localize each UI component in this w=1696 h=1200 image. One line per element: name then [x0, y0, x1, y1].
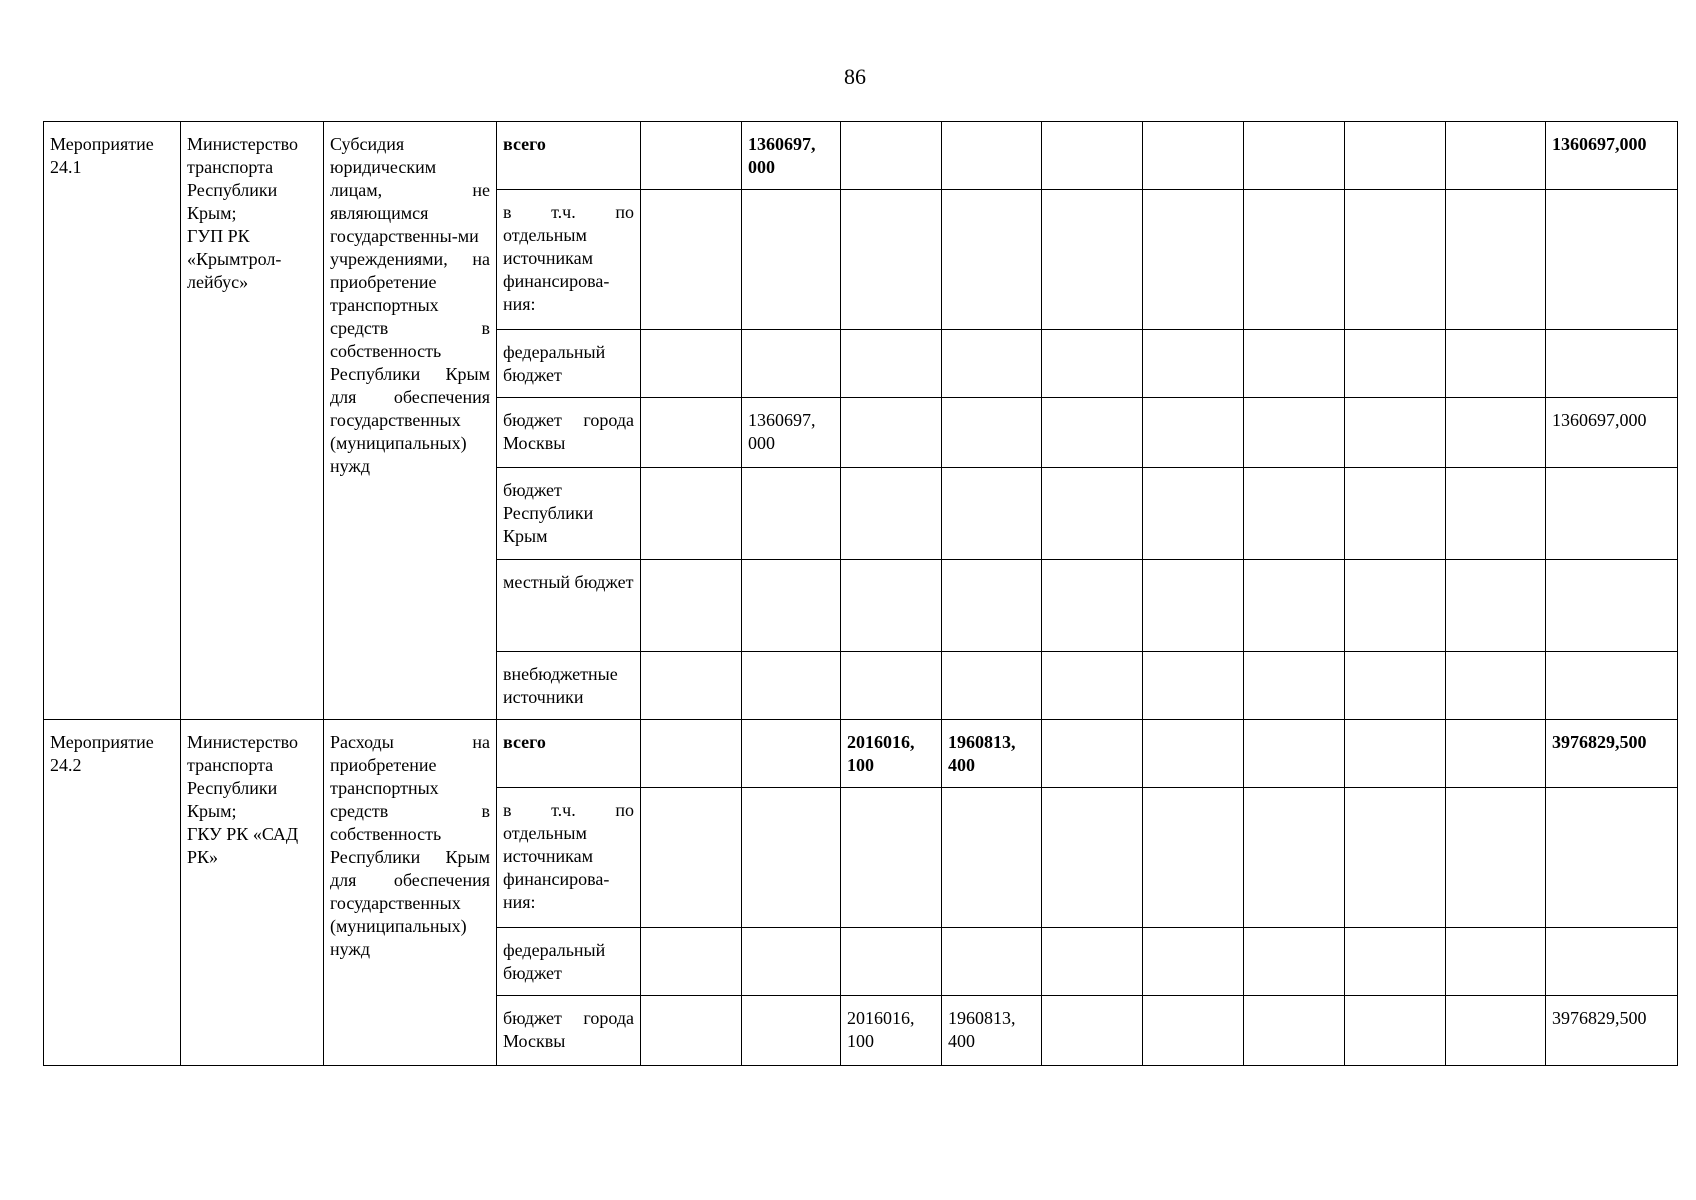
funding-source-cell — [497, 560, 641, 652]
value-cell — [841, 720, 942, 788]
value-cell — [1244, 122, 1345, 190]
value-cell — [1143, 560, 1244, 652]
funding-source-text: бюджет Республики Крым — [503, 480, 594, 546]
value-cell — [841, 996, 942, 1066]
value-cell — [1446, 720, 1546, 788]
value-text: 2016016, 100 — [847, 732, 915, 775]
value-cell — [1446, 190, 1546, 330]
value-cell — [1345, 560, 1446, 652]
value-cell — [641, 788, 742, 928]
value-cell — [742, 788, 841, 928]
value-cell — [742, 996, 841, 1066]
value-cell — [1042, 122, 1143, 190]
value-cell — [1446, 996, 1546, 1066]
value-cell — [1143, 122, 1244, 190]
value-cell — [1345, 398, 1446, 468]
total-value-cell — [1546, 122, 1678, 190]
value-cell — [942, 468, 1042, 560]
value-cell — [1345, 330, 1446, 398]
value-cell — [841, 788, 942, 928]
value-cell — [841, 928, 942, 996]
value-cell — [1446, 330, 1546, 398]
value-cell — [1143, 190, 1244, 330]
funding-source-text: бюджет города Москвы — [503, 410, 634, 453]
value-cell — [841, 560, 942, 652]
value-cell — [1143, 652, 1244, 720]
value-cell — [641, 652, 742, 720]
value-cell — [1042, 652, 1143, 720]
value-text: 1960813, 400 — [948, 732, 1016, 775]
funding-source-cell — [497, 398, 641, 468]
value-cell — [1446, 398, 1546, 468]
value-cell — [1446, 928, 1546, 996]
description-cell-text: Расходы на приобретение транспортных средств в собственность Республики Крым для обеспечения государственных (муниципальных) нужд — [330, 732, 490, 959]
value-cell — [841, 122, 942, 190]
total-value-cell — [1546, 560, 1678, 652]
total-value-cell — [1546, 928, 1678, 996]
value-cell — [1244, 788, 1345, 928]
total-value-cell — [1546, 398, 1678, 468]
value-cell — [1143, 720, 1244, 788]
executor-cell-text: Министерство транспорта Республики Крым; ГУП РК «Крымтрол- лейбус» — [187, 134, 298, 292]
value-cell — [742, 928, 841, 996]
measure-cell-text: Мероприятие 24.1 — [50, 134, 154, 177]
executor-cell — [181, 122, 324, 720]
value-cell — [742, 330, 841, 398]
value-cell — [641, 720, 742, 788]
funding-source-text: бюджет города Москвы — [503, 1008, 634, 1051]
table-row — [44, 122, 1678, 190]
value-cell — [1244, 398, 1345, 468]
funding-source-text: внебюджетные источники — [503, 664, 618, 707]
value-cell — [1042, 560, 1143, 652]
value-text: 1360697, 000 — [748, 410, 816, 453]
value-cell — [641, 190, 742, 330]
value-cell — [1244, 652, 1345, 720]
value-cell — [641, 330, 742, 398]
value-cell — [1446, 122, 1546, 190]
value-cell — [841, 468, 942, 560]
value-cell — [1446, 468, 1546, 560]
value-cell — [742, 468, 841, 560]
funding-source-text: в т.ч. по отдельным источникам финансирова-ния: — [503, 202, 634, 314]
funding-source-cell — [497, 788, 641, 928]
value-cell — [1446, 652, 1546, 720]
value-cell — [841, 652, 942, 720]
budget-table — [43, 121, 1678, 1066]
value-cell — [641, 996, 742, 1066]
value-cell — [641, 468, 742, 560]
value-cell — [1042, 468, 1143, 560]
value-cell — [1042, 788, 1143, 928]
value-cell — [1042, 190, 1143, 330]
value-cell — [1446, 560, 1546, 652]
value-cell — [1042, 398, 1143, 468]
value-cell — [942, 996, 1042, 1066]
value-cell — [1143, 398, 1244, 468]
value-cell — [1345, 788, 1446, 928]
executor-cell-text: Министерство транспорта Республики Крым; ГКУ РК «САД РК» — [187, 732, 299, 867]
total-value-cell — [1546, 996, 1678, 1066]
funding-source-cell — [497, 652, 641, 720]
value-text: 1360697, 000 — [748, 134, 816, 177]
value-cell — [942, 398, 1042, 468]
table-row — [44, 720, 1678, 788]
value-cell — [1244, 720, 1345, 788]
total-value-cell — [1546, 190, 1678, 330]
measure-cell-text: Мероприятие 24.2 — [50, 732, 154, 775]
funding-source-text: федеральный бюджет — [503, 342, 606, 385]
funding-source-cell — [497, 720, 641, 788]
funding-source-cell — [497, 996, 641, 1066]
value-cell — [641, 398, 742, 468]
value-text: 1960813, 400 — [948, 1008, 1016, 1051]
total-value-cell — [1546, 468, 1678, 560]
value-cell — [1244, 190, 1345, 330]
value-cell — [1143, 996, 1244, 1066]
total-value-cell — [1546, 720, 1678, 788]
measure-cell — [44, 122, 181, 720]
funding-source-text: всего — [503, 134, 546, 154]
total-value-cell — [1546, 788, 1678, 928]
value-cell — [742, 560, 841, 652]
description-cell — [324, 122, 497, 720]
value-cell — [641, 928, 742, 996]
value-cell — [1345, 928, 1446, 996]
value-cell — [742, 720, 841, 788]
value-cell — [841, 190, 942, 330]
funding-source-cell — [497, 468, 641, 560]
value-cell — [841, 330, 942, 398]
value-cell — [1244, 560, 1345, 652]
value-cell — [1345, 720, 1446, 788]
value-cell — [1143, 468, 1244, 560]
value-cell — [1143, 330, 1244, 398]
value-cell — [641, 122, 742, 190]
value-cell — [1042, 330, 1143, 398]
value-cell — [1042, 928, 1143, 996]
page-number: 86 — [844, 64, 866, 89]
funding-source-text: местный бюджет — [503, 572, 634, 592]
value-text: 3976829,500 — [1552, 732, 1647, 752]
value-cell — [1244, 330, 1345, 398]
value-cell — [1345, 122, 1446, 190]
funding-source-cell — [497, 928, 641, 996]
value-cell — [1042, 720, 1143, 788]
value-cell — [942, 560, 1042, 652]
funding-source-cell — [497, 330, 641, 398]
value-cell — [942, 330, 1042, 398]
funding-source-text: в т.ч. по отдельным источникам финансирова-ния: — [503, 800, 634, 912]
value-cell — [1244, 928, 1345, 996]
value-cell — [1244, 468, 1345, 560]
value-text: 1360697,000 — [1552, 134, 1647, 154]
value-cell — [1042, 996, 1143, 1066]
value-cell — [1345, 652, 1446, 720]
value-cell — [1345, 996, 1446, 1066]
value-cell — [942, 190, 1042, 330]
value-text: 3976829,500 — [1552, 1008, 1647, 1028]
funding-source-text: федеральный бюджет — [503, 940, 606, 983]
value-cell — [742, 652, 841, 720]
value-cell — [942, 122, 1042, 190]
value-cell — [942, 788, 1042, 928]
value-cell — [742, 398, 841, 468]
value-cell — [1244, 996, 1345, 1066]
funding-source-cell — [497, 190, 641, 330]
value-cell — [841, 398, 942, 468]
value-text: 1360697,000 — [1552, 410, 1647, 430]
value-cell — [942, 652, 1042, 720]
measure-cell — [44, 720, 181, 1066]
value-cell — [1345, 190, 1446, 330]
value-cell — [942, 928, 1042, 996]
value-cell — [942, 720, 1042, 788]
description-cell-text: Субсидия юридическим лицам, не являющимся государственны-ми учреждениями, на приобретение транспортных средств в собственность Республики Крым для обеспечения государственных (муниципальных) нужд — [330, 134, 490, 476]
value-cell — [641, 560, 742, 652]
value-cell — [742, 190, 841, 330]
funding-source-cell — [497, 122, 641, 190]
executor-cell — [181, 720, 324, 1066]
value-cell — [1143, 928, 1244, 996]
description-cell — [324, 720, 497, 1066]
value-cell — [1345, 468, 1446, 560]
total-value-cell — [1546, 330, 1678, 398]
funding-source-text: всего — [503, 732, 546, 752]
table-body — [44, 122, 1678, 1066]
value-cell — [1446, 788, 1546, 928]
value-cell — [1143, 788, 1244, 928]
value-cell — [742, 122, 841, 190]
total-value-cell — [1546, 652, 1678, 720]
value-text: 2016016, 100 — [847, 1008, 915, 1051]
